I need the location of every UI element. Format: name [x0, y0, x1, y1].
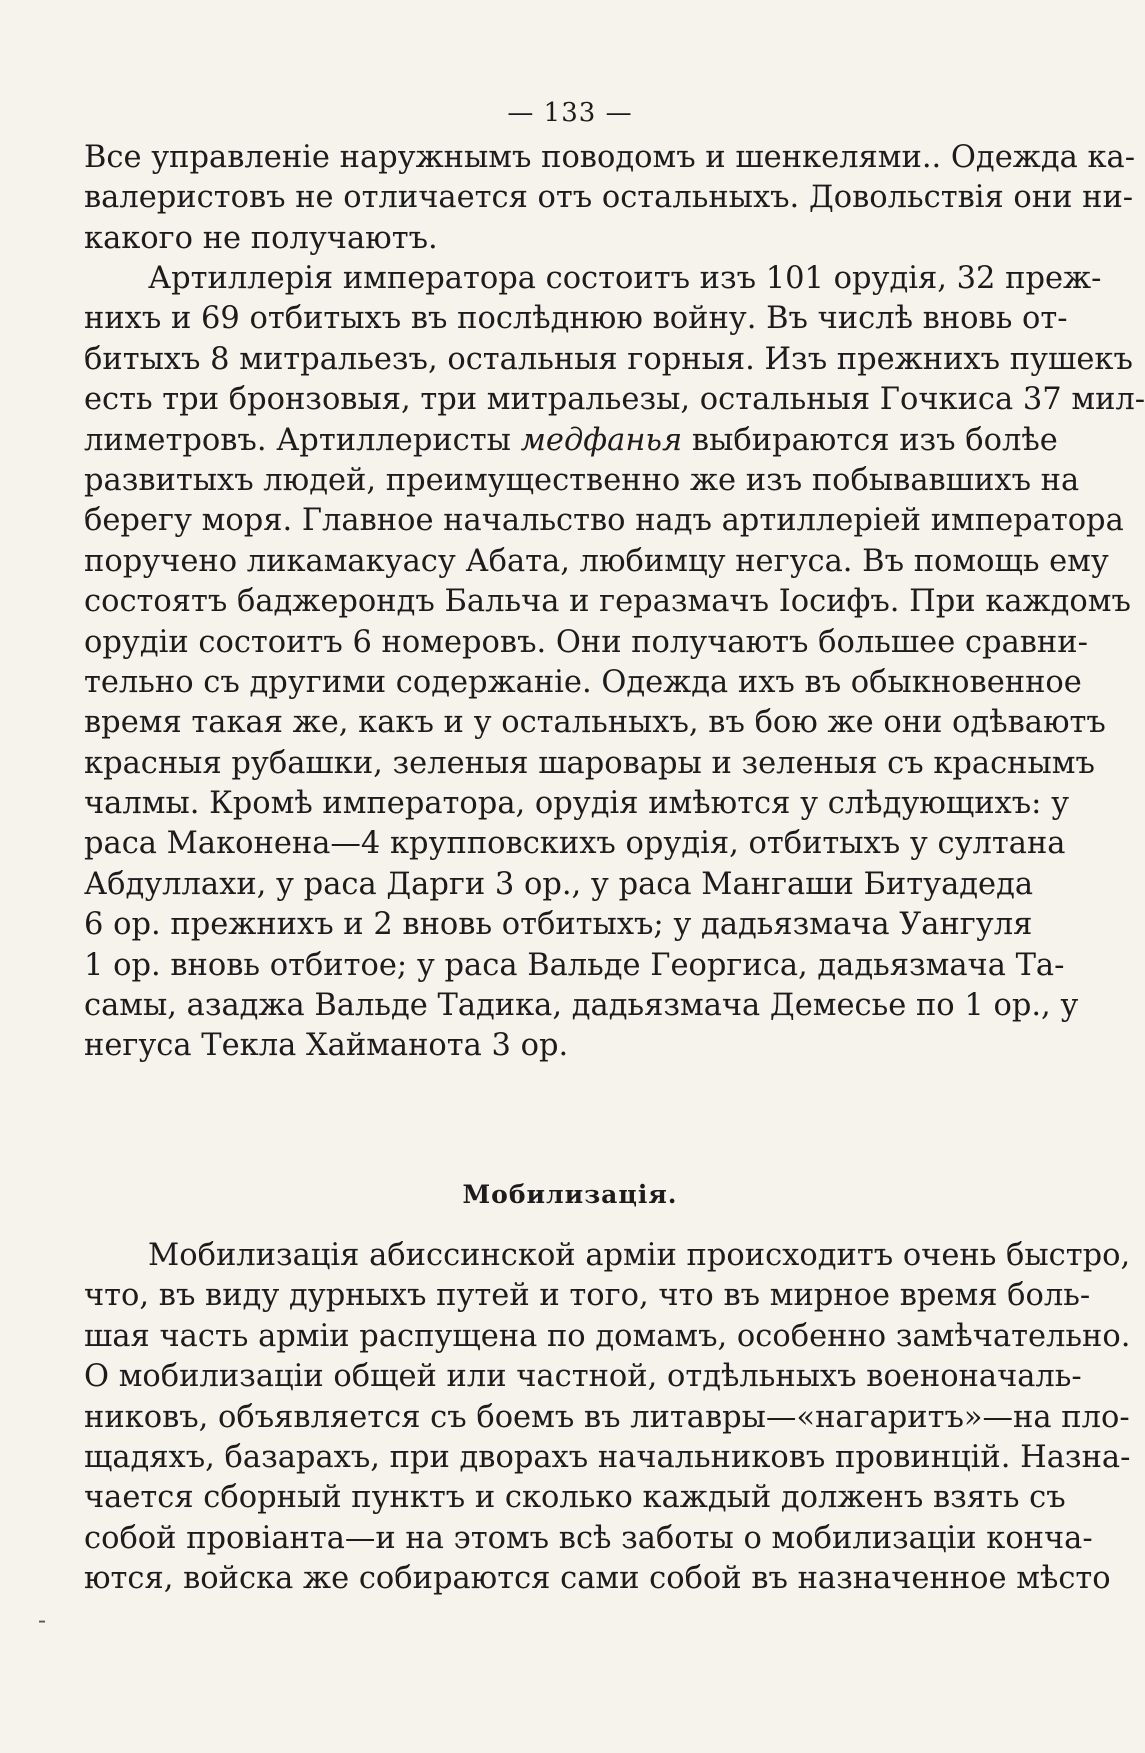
text-line: негуса Текла Хайманота 3 ор.: [84, 1028, 569, 1064]
text-fragment: выбираются изъ болѣе: [682, 422, 1058, 458]
text-line: битыхъ 8 митральезъ, остальныя горныя. Изъ прежнихъ пушекъ: [84, 341, 1133, 377]
text-line: красныя рубашки, зеленыя шаровары и зеленыя съ краснымъ: [84, 745, 1095, 781]
text-line: никовъ, объявляется съ боемъ въ литавры—«нагаритъ»—на пло-: [84, 1399, 1130, 1435]
text-line: Абдуллахи, у раса Дарги 3 ор., у раса Мангаши Битуадеда: [84, 866, 1034, 902]
page-number: — 133 —: [507, 98, 633, 128]
text-line: нихъ и 69 отбитыхъ въ послѣднюю войну. Въ числѣ вновь от-: [84, 301, 1068, 337]
text-line: собой провіанта—и на этомъ всѣ заботы о мобилизаціи конча-: [84, 1520, 1093, 1556]
text-line: ются, войска же собираются сами собой въ назначенное мѣсто: [84, 1561, 1111, 1597]
text-line: состоятъ баджерондъ Бальча и геразмачъ Іосифъ. При каждомъ: [84, 584, 1131, 620]
text-line: есть три бронзовыя, три митральезы, остальныя Гочкиса 37 мил-: [84, 382, 1145, 418]
text-line: чалмы. Кромѣ императора, орудія имѣются у слѣдующихъ: у: [84, 786, 1070, 822]
text-line: валеристовъ не отличается отъ остальныхъ. Довольствія они ни-: [84, 180, 1134, 216]
text-line-with-italic: [84, 421, 1058, 461]
text-line: тельно съ другими содержаніе. Одежда ихъ въ обыкновенное: [84, 664, 1082, 700]
text-line: поручено ликамакуасу Абата, любимцу негуса. Въ помощь ему: [84, 543, 1109, 579]
paragraph-artillery: [84, 259, 1145, 1067]
text-line: О мобилизаціи общей или частной, отдѣльныхъ военоначаль-: [84, 1359, 1082, 1395]
text-line: 1 ор. вновь отбитое; у раса Вальде Георгиса, дадьязмача Та-: [84, 947, 1065, 983]
text-line: чается сборный пунктъ и сколько каждый долженъ взять съ: [84, 1480, 1066, 1516]
text-line: 6 ор. прежнихъ и 2 вновь отбитыхъ; у дадьязмача Уангуля: [84, 907, 1033, 943]
margin-mark: -: [38, 1606, 47, 1634]
text-line: Артиллерія императора состоитъ изъ 101 орудія, 32 преж-: [148, 261, 1102, 296]
text-line: что, въ виду дурныхъ путей и того, что въ мирное время боль-: [84, 1278, 1091, 1314]
text-line: какого не получаютъ.: [84, 220, 438, 256]
text-line: щадяхъ, базарахъ, при дворахъ начальниковъ провинцій. Назна-: [84, 1439, 1131, 1475]
text-line: шая часть арміи распущена по домамъ, особенно замѣчательно.: [84, 1318, 1131, 1354]
text-line: самы, азаджа Вальде Тадика, дадьязмача Демесье по 1 ор., у: [84, 988, 1079, 1024]
italic-term: медфанья: [520, 422, 683, 458]
text-line: орудіи состоитъ 6 номеровъ. Они получаютъ большее сравни-: [84, 624, 1088, 660]
paragraph-mobilization: [84, 1236, 1131, 1600]
text-line: время такая же, какъ и у остальныхъ, въ бою же они одѣваютъ: [84, 705, 1106, 741]
text-line: берегу моря. Главное начальство надъ артиллеріей императора: [84, 503, 1124, 539]
text-fragment: лиметровъ. Артиллеристы: [84, 422, 521, 458]
section-heading: Мобилизація.: [462, 1180, 678, 1209]
text-line: Мобилизація абиссинской арміи происходитъ очень быстро,: [148, 1238, 1131, 1273]
paragraph-cavalry: [84, 138, 1136, 259]
text-line: Все управленіе наружнымъ поводомъ и шенкелями.. Одежда ка-: [84, 140, 1136, 175]
text-line: раса Маконена—4 крупповскихъ орудія, отбитыхъ у султана: [84, 826, 1066, 862]
text-line: развитыхъ людей, преимущественно же изъ побывавшихъ на: [84, 462, 1080, 498]
